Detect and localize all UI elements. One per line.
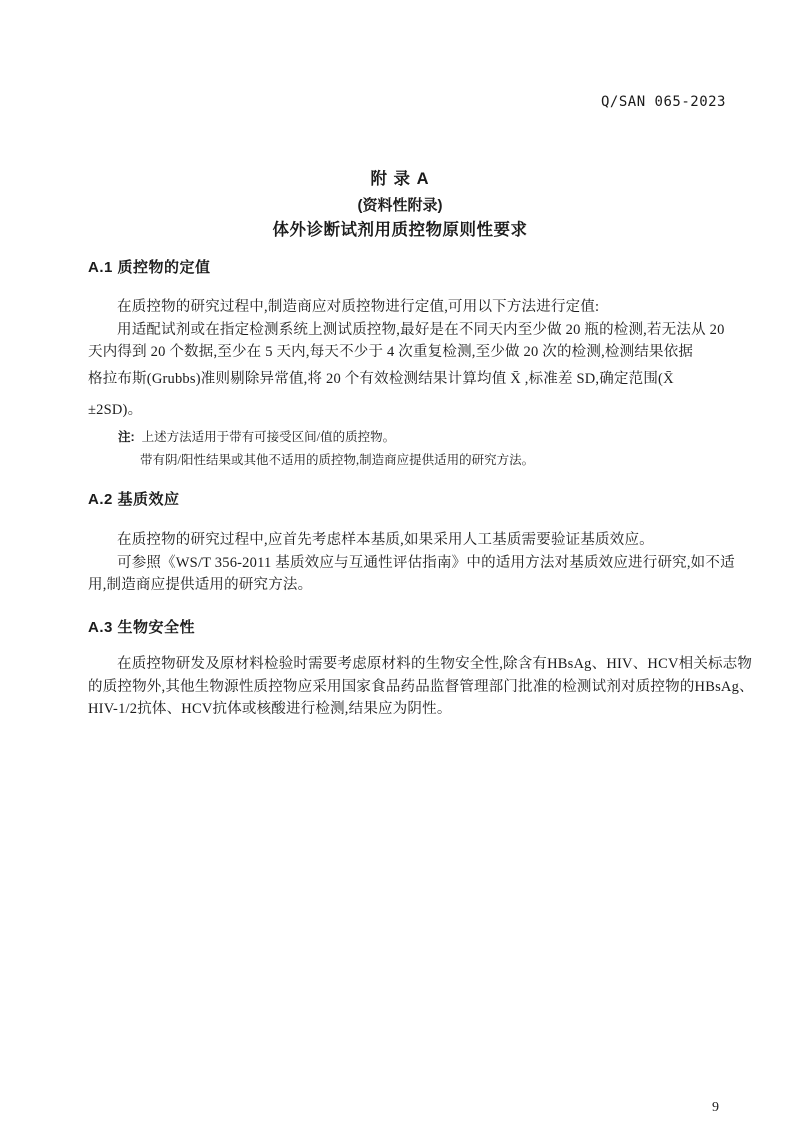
- section-a1-note: [118, 426, 718, 472]
- section-a1-paragraph: [88, 296, 728, 422]
- standard-code: Q/SAN 065-2023: [600, 94, 726, 110]
- appendix-subject: 体外诊断试剂用质控物原则性要求: [272, 220, 528, 239]
- paragraph-line: 可参照《WS/T 356-2011 基质效应与互通性评估指南》中的适用方法对基质效应进行研究,如不适: [117, 554, 735, 571]
- section-a2-heading: A.2 基质效应: [88, 491, 180, 508]
- paragraph-line: ±2SD)。: [88, 402, 143, 418]
- paragraph-line: 在质控物研发及原材料检验时需要考虑原材料的生物安全性,除含有HBsAg、HIV、HCV相关标志物: [117, 656, 753, 672]
- paragraph-line: 用适配试剂或在指定检测系统上测试质控物,最好是在不同天内至少做 20 瓶的检测,若无法从 20: [117, 321, 725, 338]
- paragraph-line: 的质控物外,其他生物源性质控物应采用国家食品药品监督管理部门批准的检测试剂对质控物的HBsAg、: [88, 678, 754, 695]
- note-label: 注:: [118, 430, 135, 444]
- note-line: [118, 426, 718, 449]
- note-text: 上述方法适用于带有可接受区间/值的质控物。: [141, 430, 396, 444]
- paragraph-line: 在质控物的研究过程中,制造商应对质控物进行定值,可用以下方法进行定值:: [117, 299, 600, 315]
- note-line: 带有阴/阳性结果或其他不适用的质控物,制造商应提供适用的研究方法。: [140, 453, 535, 467]
- paragraph-line: HIV-1/2抗体、HCV抗体或核酸进行检测,结果应为阴性。: [88, 701, 452, 717]
- section-a3-heading: A.3 生物安全性: [88, 619, 196, 636]
- page-number: 9: [712, 1100, 719, 1115]
- paragraph-line: 格拉布斯(Grubbs)准则剔除异常值,将 20 个有效检测结果计算均值 X̄ ,标准差 SD,确定范围(X̄: [88, 370, 674, 387]
- paragraph-line: 天内得到 20 个数据,至少在 5 天内,每天不少于 4 次重复检测,至少做 20 次的检测,检测结果依据: [88, 344, 694, 360]
- appendix-heading: 附 录 A: [370, 170, 430, 188]
- paragraph-line: 在质控物的研究过程中,应首先考虑样本基质,如果采用人工基质需要验证基质效应。: [117, 532, 654, 548]
- paragraph-line: 用,制造商应提供适用的研究方法。: [88, 577, 313, 593]
- appendix-type-label: (资料性附录): [357, 196, 443, 214]
- section-a3-paragraph: [88, 653, 754, 721]
- section-a2-paragraph: [88, 529, 735, 597]
- appendix-title-block: [0, 171, 800, 238]
- section-a1-heading: A.1 质控物的定值: [88, 259, 211, 276]
